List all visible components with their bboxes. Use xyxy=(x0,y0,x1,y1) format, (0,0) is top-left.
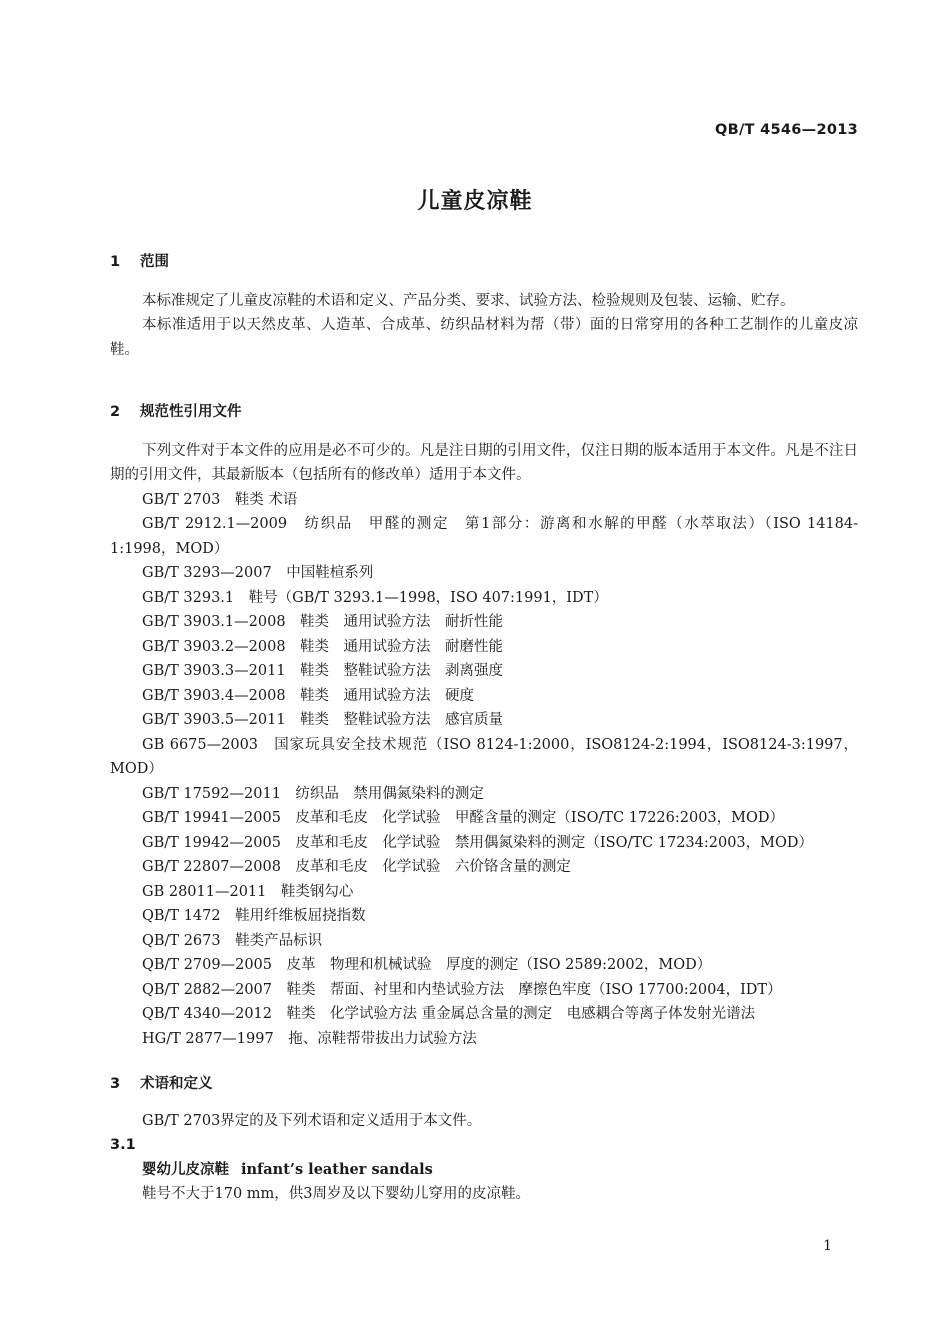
reference-item: GB/T 3293.1 鞋号（GB/T 3293.1—1998，ISO 407:1991，IDT） xyxy=(142,589,608,606)
reference-item: GB/T 19942—2005 皮革和毛皮 化学试验 禁用偶氮染料的测定（ISO/TC 17234:2003，MOD） xyxy=(142,834,814,851)
section-1 xyxy=(110,250,858,362)
reference-item: GB 28011—2011 鞋类钢勾心 xyxy=(142,883,354,900)
reference-item: GB/T 17592—2011 纺织品 禁用偶氮染料的测定 xyxy=(142,785,484,802)
reference-item: GB 6675—2003 国家玩具安全技术规范（ISO 8124-1:2000，ISO8124-2:1994，ISO8124-3:1997，MOD） xyxy=(110,736,858,777)
reference-item: GB/T 22807—2008 皮革和毛皮 化学试验 六价铬含量的测定 xyxy=(142,859,571,875)
section-2-heading xyxy=(110,400,858,425)
term-chinese: 婴幼儿皮凉鞋 xyxy=(142,1161,229,1178)
reference-item: GB/T 3903.4—2008 鞋类 通用试验方法 硬度 xyxy=(142,687,475,704)
standard-code: QB/T 4546—2013 xyxy=(714,122,858,138)
reference-item: GB/T 3903.1—2008 鞋类 通用试验方法 耐折性能 xyxy=(142,614,504,630)
reference-item: GB/T 2703 鞋类 术语 xyxy=(142,491,298,508)
reference-item: GB/T 3903.3—2011 鞋类 整鞋试验方法 剥离强度 xyxy=(142,663,504,679)
section-3 xyxy=(110,1072,858,1207)
reference-item: GB/T 3903.2—2008 鞋类 通用试验方法 耐磨性能 xyxy=(142,638,504,655)
section-title: 规范性引用文件 xyxy=(140,404,242,420)
reference-item: GB/T 3293—2007 中国鞋楦系列 xyxy=(142,565,374,581)
section-number: 2 xyxy=(110,404,121,420)
reference-item: QB/T 2882—2007 鞋类 帮面、衬里和内垫试验方法 摩擦色牢度（ISO 17700:2004，IDT） xyxy=(142,981,782,998)
document-title: 儿童皮凉鞋 xyxy=(417,189,533,214)
term-heading xyxy=(110,1158,858,1183)
reference-item: GB/T 19941—2005 皮革和毛皮 化学试验 甲醛含量的测定（ISO/TC 17226:2003，MOD） xyxy=(142,810,785,826)
references-intro: 下列文件对于本文件的应用是必不可少的。凡是注日期的引用文件，仅注日期的版本适用于本文件。凡是不注日期的引用文件，其最新版本（包括所有的修改单）适用于本文件。 xyxy=(110,442,858,483)
scope-paragraph-1: 本标准规定了儿童皮凉鞋的术语和定义、产品分类、要求、试验方法、检验规则及包装、运输、贮存。 xyxy=(142,292,795,309)
term-number: 3.1 xyxy=(110,1137,136,1153)
reference-item: HG/T 2877—1997 拖、凉鞋帮带拔出力试验方法 xyxy=(142,1030,477,1047)
section-3-heading xyxy=(110,1072,858,1097)
section-title: 范围 xyxy=(140,254,169,270)
section-number: 3 xyxy=(110,1076,121,1092)
scope-paragraph-2: 本标准适用于以天然皮革、人造革、合成革、纺织品材料为帮（带）面的日常穿用的各种工艺制作的儿童皮凉鞋。 xyxy=(110,317,858,358)
section-title: 术语和定义 xyxy=(140,1076,213,1092)
reference-item: QB/T 1472 鞋用纤维板屈挠指数 xyxy=(142,908,366,924)
section-1-heading xyxy=(110,250,858,275)
reference-item: QB/T 4340—2012 鞋类 化学试验方法 重金属总含量的测定 电感耦合等离子体发射光谱法 xyxy=(142,1006,756,1022)
page-number: 1 xyxy=(823,1238,832,1254)
reference-item: QB/T 2673 鞋类产品标识 xyxy=(142,932,323,949)
terms-intro: GB/T 2703界定的及下列术语和定义适用于本文件。 xyxy=(142,1112,482,1129)
term-definition: 鞋号不大于170 mm，供3周岁及以下婴幼儿穿用的皮凉鞋。 xyxy=(142,1186,531,1202)
reference-item: GB/T 3903.5—2011 鞋类 整鞋试验方法 感官质量 xyxy=(142,712,504,728)
section-number: 1 xyxy=(110,254,121,270)
section-2 xyxy=(110,400,858,1051)
reference-item: GB/T 2912.1—2009 纺织品 甲醛的测定 第1部分：游离和水解的甲醛（水萃取法）（ISO 14184-1:1998，MOD） xyxy=(110,516,858,557)
reference-item: QB/T 2709—2005 皮革 物理和机械试验 厚度的测定（ISO 2589:2002，MOD） xyxy=(142,957,712,973)
term-english: infant’s leather sandals xyxy=(241,1160,433,1178)
